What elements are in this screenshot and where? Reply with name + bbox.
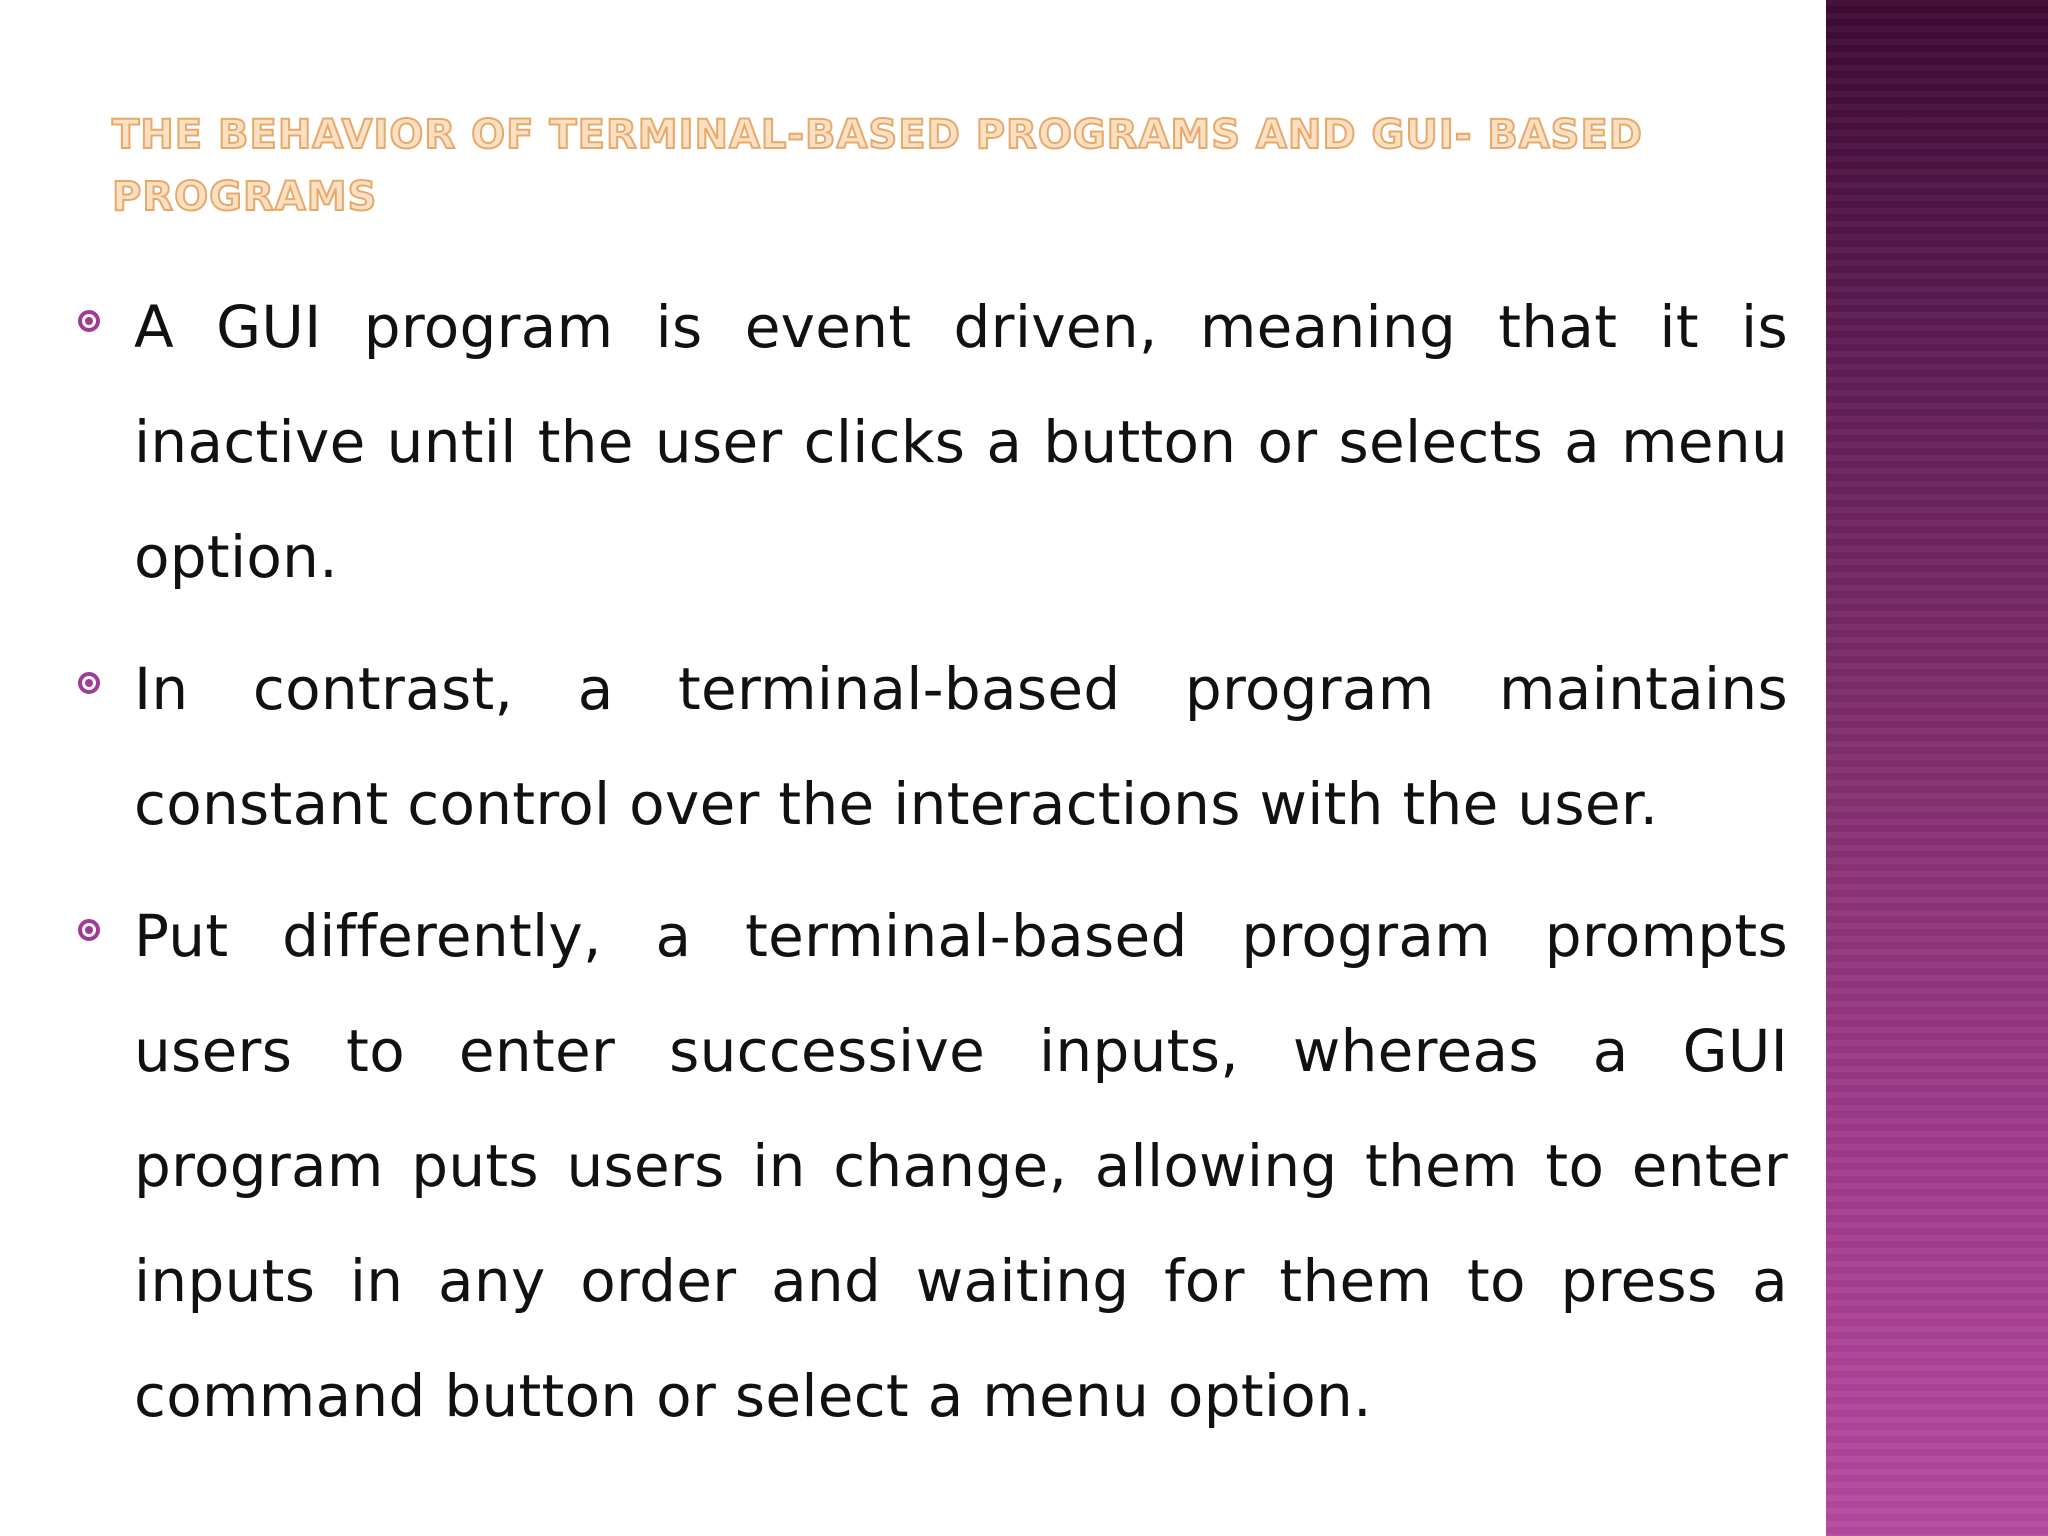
bullet-item-3 (68, 879, 1788, 1454)
bullet-text: A GUI program is event driven, meaning that it is inactive until the user clicks a button or selects a menu option. (134, 293, 1788, 591)
circled-dot-bullet-icon (78, 672, 100, 694)
bullet-item-2 (68, 632, 1788, 862)
bullet-text: In contrast, a terminal-based program maintains constant control over the interactions with the user. (134, 655, 1788, 838)
slide-title: THE BEHAVIOR OF TERMINAL-BASED PROGRAMS AND GUI- BASED PROGRAMS (112, 112, 1644, 220)
bullet-item-1 (68, 270, 1788, 615)
decorative-side-band (1826, 0, 2048, 1536)
circled-dot-bullet-icon (78, 919, 100, 941)
circled-dot-bullet-icon (78, 310, 100, 332)
bullet-text: Put differently, a terminal-based program prompts users to enter successive inputs, whereas a GUI program puts users in change, allowing them to enter inputs in any order and waiting for them to press a command button or select a menu option. (134, 902, 1788, 1430)
bullet-list (68, 270, 1788, 1471)
